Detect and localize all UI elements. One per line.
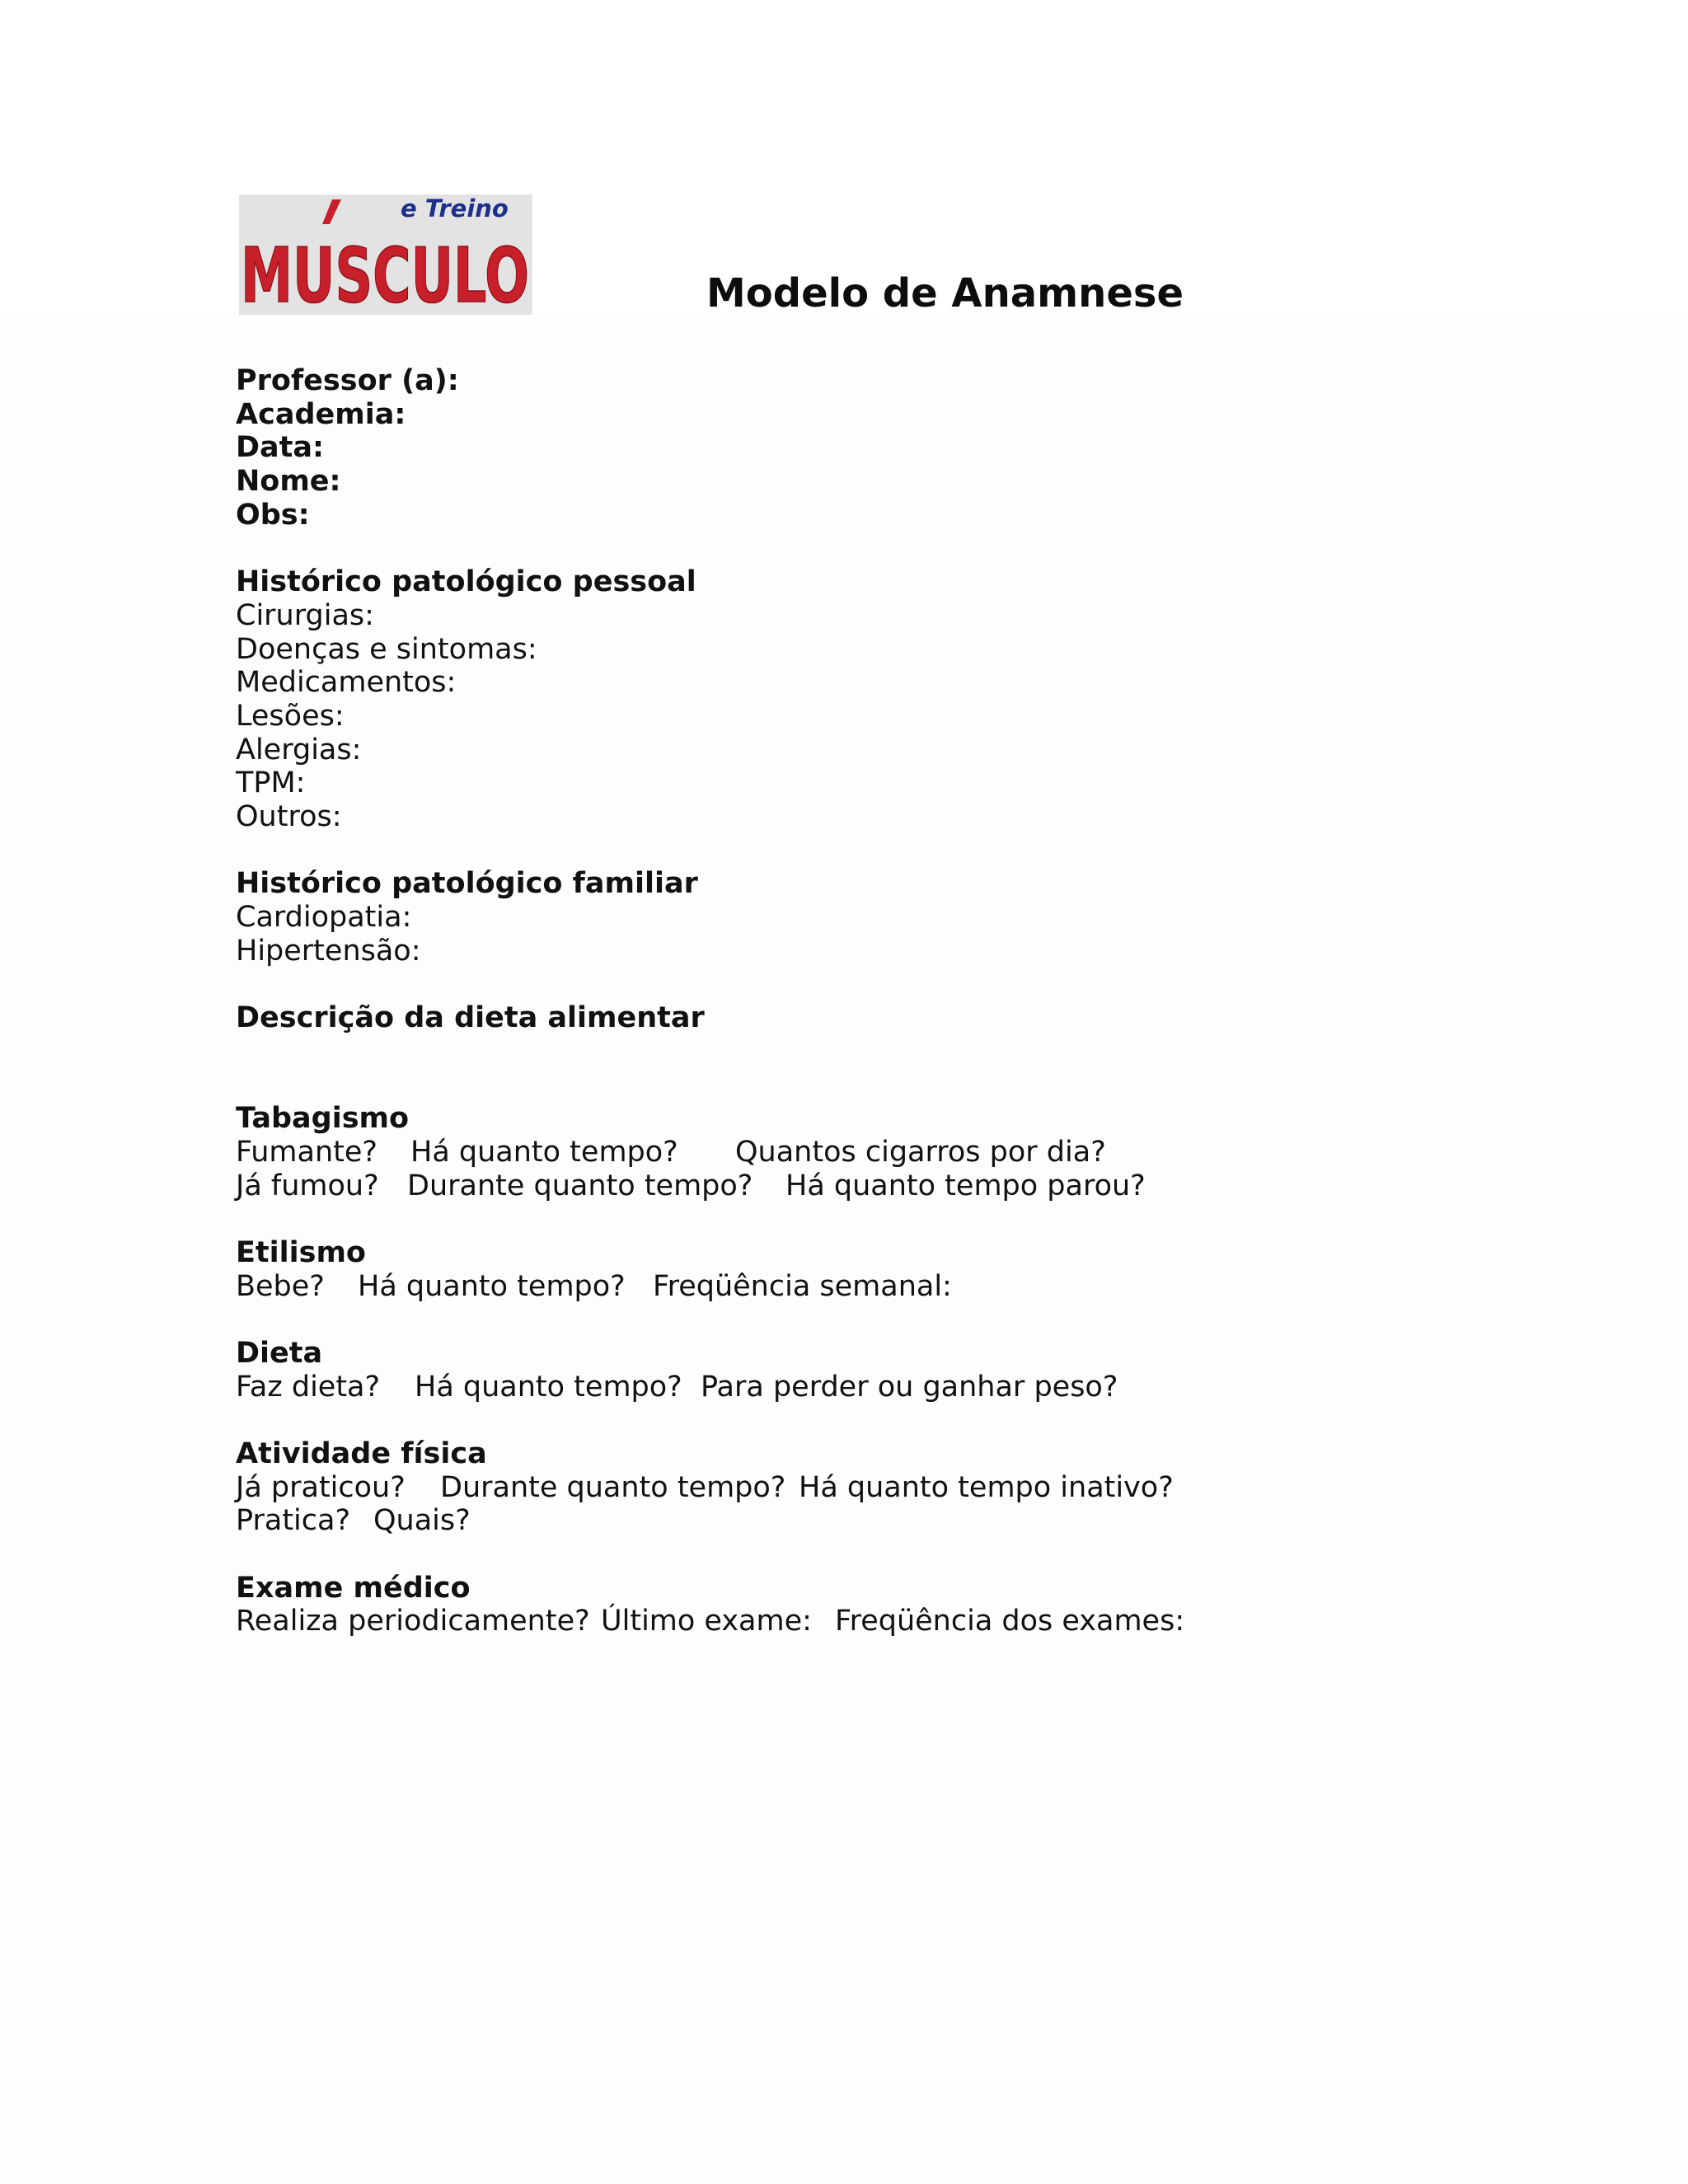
tabagismo-row-1 bbox=[236, 1136, 1472, 1169]
field-tpm: TPM: bbox=[236, 766, 306, 800]
field-ha-quanto-tempo: Há quanto tempo? bbox=[358, 1269, 626, 1303]
atividade-row-1 bbox=[236, 1471, 1472, 1505]
section-heading-atividade-fisica: Atividade física bbox=[236, 1437, 487, 1471]
section-heading-diet-description: Descrição da dieta alimentar bbox=[236, 1001, 705, 1035]
logo-subtitle: e Treino bbox=[401, 194, 509, 223]
dieta-row-1 bbox=[236, 1371, 1472, 1404]
musculo-e-treino-logo bbox=[239, 194, 532, 320]
etilismo-row-1 bbox=[236, 1270, 1472, 1304]
field-realiza-periodicamente: Realiza periodicamente? bbox=[236, 1605, 590, 1638]
section-heading-dieta: Dieta bbox=[236, 1336, 323, 1370]
field-fumante: Fumante? bbox=[236, 1135, 377, 1169]
field-cigarros-por-dia: Quantos cigarros por dia? bbox=[735, 1135, 1106, 1169]
field-ja-praticou: Já praticou? bbox=[236, 1470, 406, 1504]
field-doencas: Doenças e sintomas: bbox=[236, 632, 537, 666]
section-heading-exame-medico: Exame médico bbox=[236, 1571, 471, 1605]
field-faz-dieta: Faz dieta? bbox=[236, 1370, 381, 1404]
field-ja-fumou: Já fumou? bbox=[236, 1169, 379, 1202]
field-hipertensao: Hipertensão: bbox=[236, 934, 421, 968]
section-heading-personal-history: Histórico patológico pessoal bbox=[236, 565, 696, 599]
field-academia: Academia: bbox=[236, 397, 406, 431]
field-durante-quanto-tempo: Durante quanto tempo? bbox=[440, 1470, 786, 1504]
exame-row-1 bbox=[236, 1605, 1472, 1638]
field-frequencia-semanal: Freqüência semanal: bbox=[653, 1269, 952, 1303]
tabagismo-row-2 bbox=[236, 1169, 1472, 1203]
section-heading-etilismo: Etilismo bbox=[236, 1235, 366, 1269]
field-ha-quanto-tempo-parou: Há quanto tempo parou? bbox=[785, 1169, 1146, 1202]
document-title: Modelo de Anamnese bbox=[706, 270, 1184, 316]
field-bebe: Bebe? bbox=[236, 1269, 325, 1303]
field-perder-ou-ganhar-peso: Para perder ou ganhar peso? bbox=[701, 1370, 1118, 1404]
field-ha-quanto-tempo: Há quanto tempo? bbox=[410, 1135, 678, 1169]
field-data: Data: bbox=[236, 431, 325, 465]
field-cardiopatia: Cardiopatia: bbox=[236, 901, 412, 934]
form-content bbox=[236, 364, 1472, 1638]
field-outros: Outros: bbox=[236, 799, 342, 833]
section-heading-tabagismo: Tabagismo bbox=[236, 1102, 410, 1136]
field-pratica: Pratica? bbox=[236, 1504, 351, 1538]
svg-text:MUSCULO: MUSCULO bbox=[241, 232, 529, 320]
field-lesoes: Lesões: bbox=[236, 699, 345, 733]
field-medicamentos: Medicamentos: bbox=[236, 666, 457, 700]
field-frequencia-exames: Freqüência dos exames: bbox=[835, 1605, 1185, 1638]
field-obs: Obs: bbox=[236, 498, 310, 532]
field-ultimo-exame: Último exame: bbox=[601, 1605, 812, 1638]
atividade-row-2 bbox=[236, 1504, 1472, 1538]
field-nome: Nome: bbox=[236, 465, 341, 499]
field-professor: Professor (a): bbox=[236, 364, 459, 397]
section-heading-family-history: Histórico patológico familiar bbox=[236, 867, 698, 901]
field-tempo-inativo: Há quanto tempo inativo? bbox=[799, 1470, 1174, 1504]
field-durante-quanto-tempo: Durante quanto tempo? bbox=[407, 1169, 753, 1202]
field-alergias: Alergias: bbox=[236, 733, 362, 766]
field-ha-quanto-tempo: Há quanto tempo? bbox=[415, 1370, 682, 1404]
field-cirurgias: Cirurgias: bbox=[236, 598, 374, 632]
field-quais: Quais? bbox=[373, 1504, 471, 1538]
